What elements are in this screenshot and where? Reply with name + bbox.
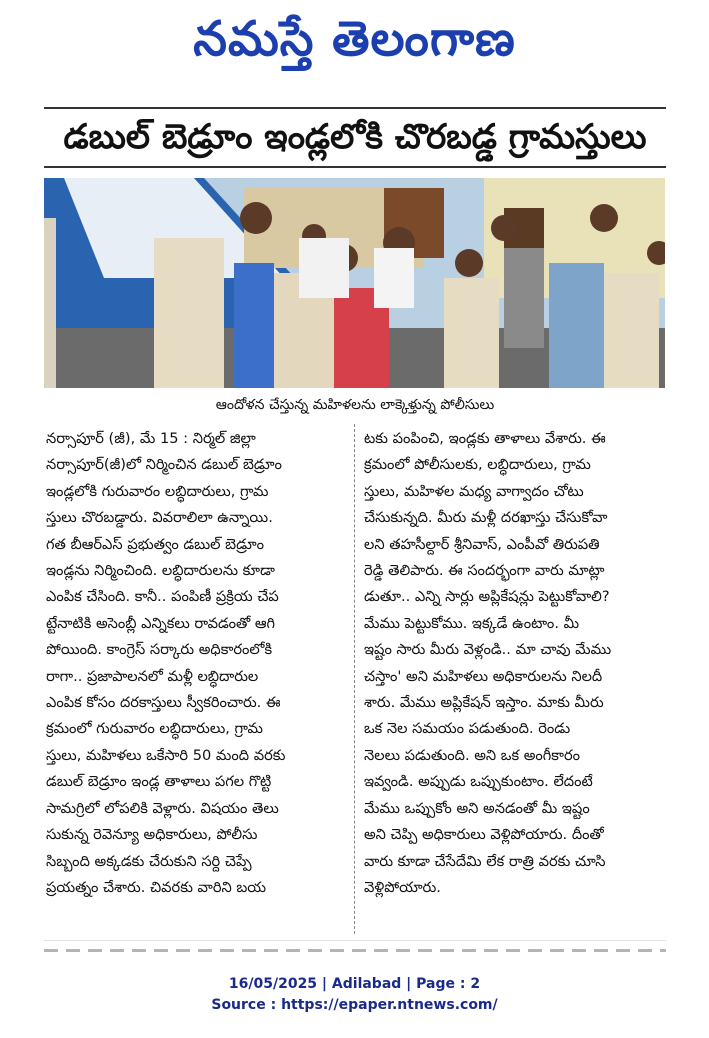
- article-text-line: నెలలు పడుతుంది. అని ఒక అంగీకారం: [364, 746, 581, 764]
- article-text-line: స్తులు, మహిళల మధ్య వాగ్వాదం చోటు: [364, 482, 584, 500]
- article-column-left: [46, 426, 346, 901]
- article-text-line: గత బీఆర్ఎస్ ప్రభుత్వం డబుల్ బెడ్రూం: [46, 535, 265, 553]
- article-text-line: ఇవ్వండి. అప్పుడు ఒప్పుకుంటాం. లేదంటే: [364, 773, 593, 791]
- article-headline: డబుల్ బెడ్రూం ఇండ్లలోకి చొరబడ్డ గ్రామస్తులు: [63, 117, 647, 157]
- article-text-line: ఎంపిక కోసం దరకాస్తులు స్వీకరించారు. ఈ: [46, 694, 281, 712]
- footer-date-edition: 16/05/2025 | Adilabad | Page : 2: [228, 976, 481, 992]
- article-text-line: టకు పంపించి, ఇండ్లకు తాళాలు వేశారు. ఈ: [364, 430, 606, 447]
- article-text-line: నర్సాపూర్(జీ)లో నిర్మించిన డబుల్ బెడ్రూం: [46, 456, 282, 474]
- article-text-line: ఇండ్లను నిర్మించింది. లబ్ధిదారులను కూడా: [46, 562, 275, 580]
- article-text-line: ప్రయత్నం చేశారు. చివరకు వారిని బయ: [46, 878, 267, 896]
- article-text-line: ఎంపిక చేసింది. కానీ.. పంపిణీ ప్రక్రియ చేప: [46, 588, 279, 606]
- article-photo: [44, 178, 665, 388]
- article-text-line: మేము పెట్టుకోము. ఇక్కడే ఉంటాం. మీ: [364, 614, 580, 632]
- article-text-line: స్తులు చొరబడ్డారు. వివరాలిలా ఉన్నాయి.: [46, 509, 273, 527]
- next-article-cut-edge: [44, 940, 666, 957]
- article-text-line: క్రమంలో గురువారం లబ్ధిదారులు, గ్రామ: [46, 720, 263, 738]
- article-text-line: వెళ్లిపోయారు.: [364, 878, 441, 896]
- article-text-line: శారు. మేము అప్లికేషన్ ఇస్తాం. మాకు మీరు: [364, 694, 604, 712]
- article-text-line: సిబ్బంది అక్కడకు చేరుకుని సర్ది చెప్పే: [46, 852, 252, 870]
- photo-caption: ఆందోళన చేస్తున్న మహిళలను లాక్కెళ్తున్న పోలీసులు: [215, 397, 495, 413]
- photo-illustration: [44, 178, 665, 388]
- article-text-line: డబుల్ బెడ్రూం ఇండ్ల తాళాలు పగల గొట్టి: [46, 773, 272, 791]
- footer-source: Source : https://epaper.ntnews.com/: [211, 997, 498, 1013]
- article-text-line: ఇష్టం సారు మీరు వెళ్లండి.. మా చావు మేము: [364, 641, 612, 659]
- article-text-line: అని చెప్పి అధికారులు వెళ్లిపోయారు. దీంతో: [364, 826, 604, 844]
- article-text-line: క్రమంలో పోలీసులకు, లబ్ధిదారులు, గ్రామ: [364, 456, 591, 474]
- article-text-line: స్తులు, మహిళలు ఒకేసారి 50 మంది వరకు: [46, 746, 286, 764]
- article-text-line: లని తహసీల్దార్ శ్రీనివాస్, ఎంపీవో తిరుపతి: [364, 535, 600, 553]
- headline-bottom-rule: [44, 166, 666, 168]
- article-text-line: చస్తాం' అని మహిళలు అధికారులను నిలదీ: [364, 667, 603, 685]
- article-text-line: ఇండ్లలోకి గురువారం లబ్ధిదారులు, గ్రామ: [46, 482, 269, 500]
- article-text-line: డుతూ.. ఎన్ని సార్లు అప్లికేషన్లు పెట్టుకోవాలి?: [364, 588, 610, 606]
- column-divider: [354, 424, 355, 934]
- article-text-line: ఒక నెల సమయం పడుతుంది. రెండు: [364, 720, 571, 738]
- article-text-line: నర్సాపూర్ (జీ), మే 15 : నిర్మల్ జిల్లా: [46, 430, 256, 447]
- article-text-line: సుకున్న రెవెన్యూ అధికారులు, పోలీసు: [46, 826, 258, 844]
- article-text-line: సామగ్రిలో లోపలికి వెళ్లారు. విషయం తెలు: [46, 799, 279, 817]
- article-text-line: పోయింది. కాంగ్రెస్ సర్కారు అధికారంలోకి: [46, 641, 273, 659]
- article-text-line: చేసుకున్నది. మీరు మళ్లీ దరఖాస్తు చేసుకోవా: [364, 509, 608, 527]
- masthead-title: నమస్తే తెలంగాణ: [193, 11, 516, 67]
- article-text-line: ట్టేనాటికి అసెంబ్లీ ఎన్నికలు రావడంతో ఆగి: [46, 614, 276, 632]
- article-text-line: రెడ్డి తెలిపారు. ఈ సందర్భంగా వారు మాట్లా: [364, 562, 605, 580]
- article-text-line: వారు కూడా చేసేదేమి లేక రాత్రి వరకు చూసి: [364, 852, 606, 870]
- article-text-line: మేము ఒప్పుకోం అని అనడంతో మీ ఇష్టం: [364, 799, 590, 817]
- page-footer: [0, 974, 709, 1016]
- article-text-line: రాగా.. ప్రజాపాలనలో మళ్లీ లబ్ధిదారుల: [46, 667, 259, 685]
- headline-top-rule: [44, 107, 666, 109]
- article-column-right: [364, 426, 664, 901]
